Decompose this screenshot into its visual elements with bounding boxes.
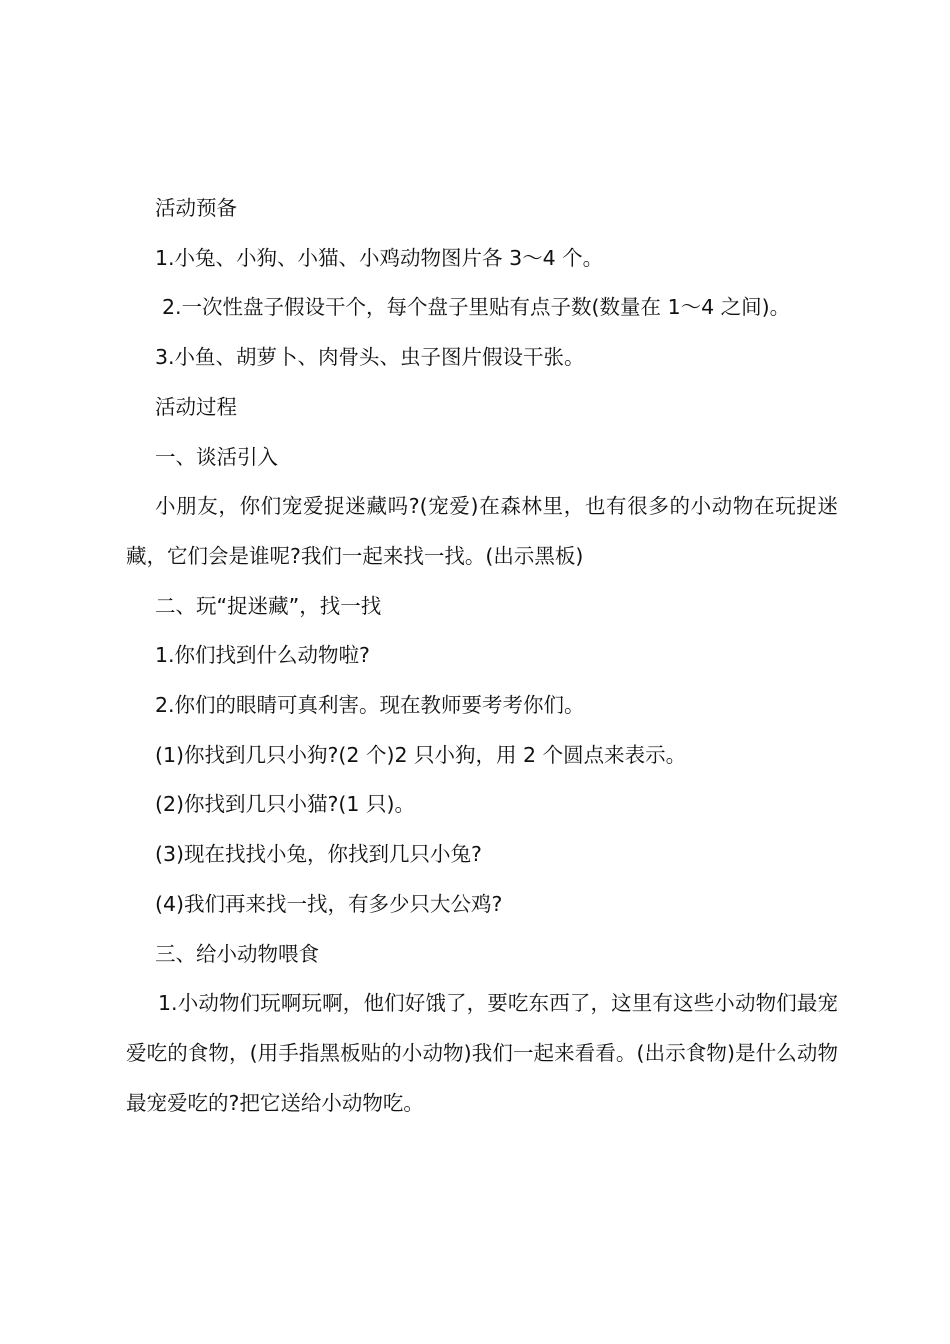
- step-2-question-3: (3)现在找找小兔，你找到几只小兔?: [155, 842, 482, 867]
- step-heading-1: 一、谈活引入: [155, 444, 278, 469]
- preparation-item-1: 1.小兔、小狗、小猫、小鸡动物图片各 3～4 个。: [155, 245, 604, 270]
- section-heading-preparation: 活动预备: [155, 196, 237, 220]
- step-2-question-2: (2)你找到几只小猫?(1 只)。: [155, 792, 415, 817]
- step-2-question-4: (4)我们再来找一找，有多少只大公鸡?: [155, 891, 503, 916]
- step-2-question-1: (1)你找到几只小狗?(2 个)2 只小狗，用 2 个圆点来表示。: [155, 742, 687, 767]
- step-3-item-1: 1.小动物们玩啊玩啊，他们好饿了，要吃东西了，这里有这些小动物们最宠爱吃的食物，(用手指黑板贴的小动物)我们一起来看看。(出示食物)是什么动物最宠爱吃的?把它送给小动物吃。: [126, 991, 838, 1115]
- step-2-item-1: 1.你们找到什么动物啦?: [155, 643, 370, 668]
- preparation-item-2: 2.一次性盘子假设干个，每个盘子里贴有点子数(数量在 1～4 之间)。: [162, 295, 791, 320]
- preparation-item-3: 3.小鱼、胡萝卜、肉骨头、虫子图片假设干张。: [155, 345, 585, 370]
- intro-paragraph: 小朋友，你们宠爱捉迷藏吗?(宠爱)在森林里，也有很多的小动物在玩捉迷藏，它们会是谁呢?我们一起来找一找。(出示黑板): [126, 494, 838, 568]
- step-heading-3: 三、给小动物喂食: [155, 941, 319, 966]
- step-2-item-2: 2.你们的眼睛可真利害。现在教师要考考你们。: [155, 693, 585, 718]
- document-body: [126, 184, 838, 1128]
- section-heading-process: 活动过程: [155, 394, 237, 419]
- step-heading-2: 二、玩“捉迷藏”，找一找: [155, 593, 382, 618]
